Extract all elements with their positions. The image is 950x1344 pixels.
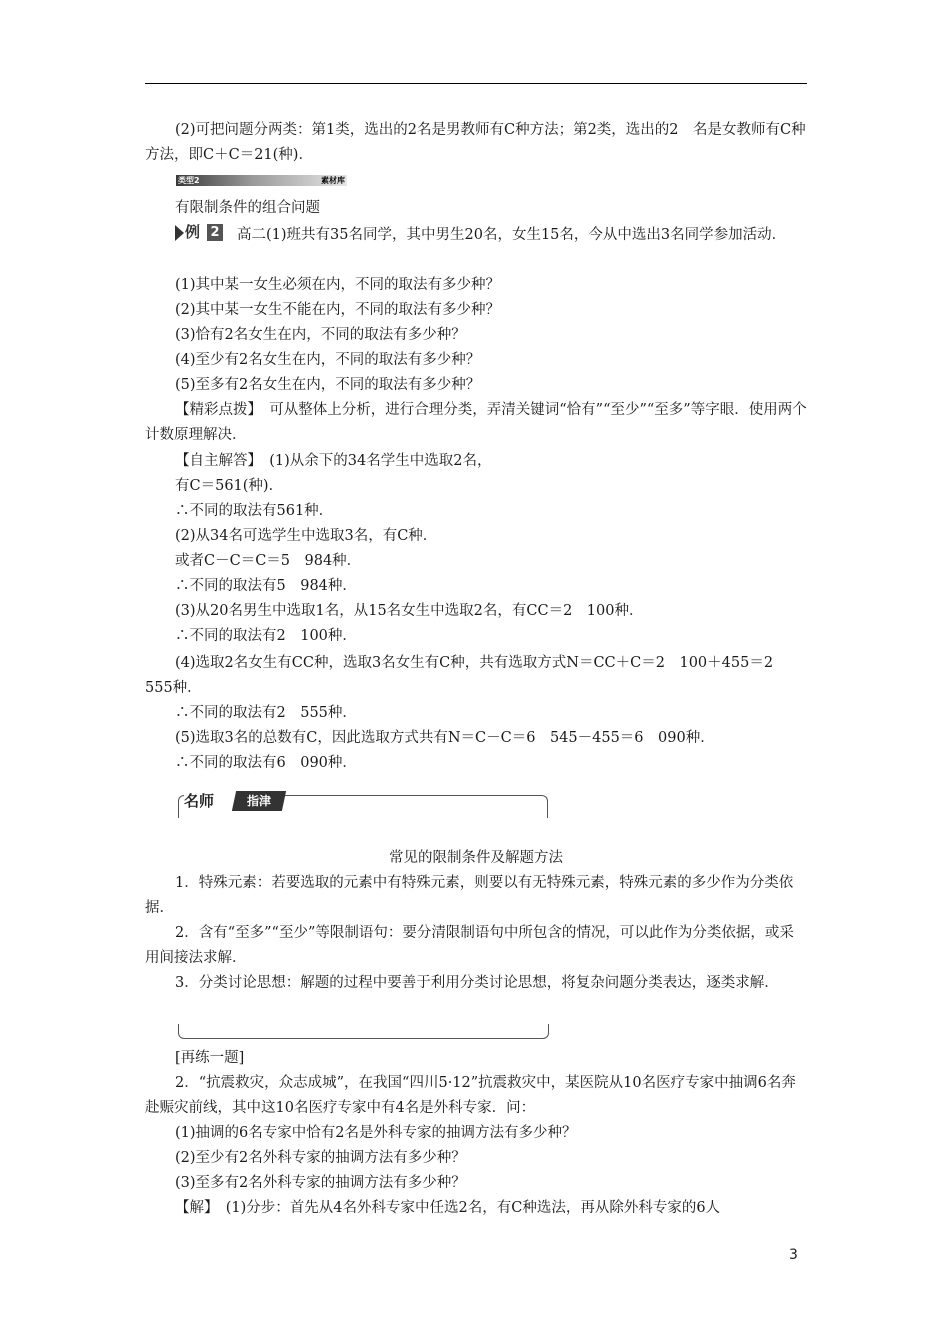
tips-box-header [178, 790, 548, 816]
solution-line: ∴不同的取法有561种． [175, 503, 334, 519]
tips-tag-main: 名师 [184, 790, 240, 812]
tips-tag [184, 790, 286, 812]
tips-item: 1．特殊元素：若要选取的元素中有特殊元素，则要以有无特殊元素，特殊元素的多少作为分类依据． [145, 875, 794, 916]
type-bar-tag: 素材库 [321, 176, 345, 185]
practice-question: (2)至少有2名外科专家的抽调方法有多少种？ [175, 1150, 466, 1166]
solution-line: 或者C－C＝C＝5 984种． [175, 553, 362, 569]
tips-tag-badge: 指津 [232, 791, 286, 811]
solution-line: 【自主解答】 (1)从余下的34名学生中选取2名， [175, 453, 492, 469]
triangle-icon [175, 225, 184, 241]
practice-question: (3)至多有2名外科专家的抽调方法有多少种？ [175, 1175, 466, 1191]
practice-question: (1)抽调的6名专家中恰有2名是外科专家的抽调方法有多少种？ [175, 1125, 577, 1141]
hint-paragraph: 【精彩点拨】 可从整体上分析，进行合理分类，弄清关键词“恰有”“至少”“至多”等字眼．使用两个计数原理解决． [145, 402, 807, 443]
solution-line: (2)从34名可选学生中选取3名，有C种． [175, 528, 438, 544]
type-bar-label: 类型2 [178, 176, 200, 185]
example-word: 例 [185, 223, 201, 241]
tips-item: 3．分类讨论思想：解题的过程中要善于利用分类讨论思想，将复杂问题分类表达，逐类求解． [175, 975, 779, 991]
answer-start: 【解】 (1)分步：首先从4名外科专家中任选2名，有C种选法，再从除外科专家的6人 [175, 1200, 721, 1216]
solution-line: (5)选取3名的总数有C，因此选取方式共有N＝C－C＝6 545－455＝6 090种． [175, 730, 715, 746]
question-item: (2)其中某一女生不能在内，不同的取法有多少种？ [175, 302, 501, 318]
question-item: (5)至多有2名女生在内，不同的取法有多少种？ [175, 377, 481, 393]
question-item: (4)至少有2名女生在内，不同的取法有多少种？ [175, 352, 481, 368]
solution-line: ∴不同的取法有5 984种． [175, 578, 357, 594]
solution-line: ∴不同的取法有2 100种． [175, 628, 357, 644]
example-stem: 高二(1)班共有35名同学，其中男生20名，女生15名，今从中选出3名同学参加活动． [237, 227, 787, 243]
section-title: 有限制条件的组合问题 [175, 200, 320, 216]
tips-title: 常见的限制条件及解题方法 [389, 850, 563, 866]
type-bar [176, 175, 347, 186]
example-stem-paragraph [145, 223, 807, 248]
page-number: 3 [789, 1247, 798, 1263]
tips-box-footer [178, 1024, 549, 1039]
solution-line: ∴不同的取法有2 555种． [175, 705, 357, 721]
header-rule [145, 83, 807, 84]
tips-item: 2．含有“至多”“至少”等限制语句：要分清限制语句中所包含的情况，可以此作为分类依据，或采用间接法求解． [145, 925, 794, 966]
solution-line: 有C＝561(种)． [175, 478, 284, 494]
solution-line: (3)从20名男生中选取1名，从15名女生中选取2名，有CC＝2 100种． [175, 603, 644, 619]
practice-stem: 2．“抗震救灾，众志成城”，在我国“四川5·12”抗震救灾中，某医院从10名医疗专家中抽调6名奔赴赈灾前线，其中这10名医疗专家中有4名是外科专家．问： [145, 1075, 796, 1116]
solution-line: (4)选取2名女生有CC种，选取3名女生有C种，共有选取方式N＝CC＋C＝2 100＋455＝2 555种． [145, 655, 788, 696]
example-number: 2 [207, 224, 223, 241]
practice-label: [再练一题] [175, 1050, 245, 1066]
question-item: (3)恰有2名女生在内，不同的取法有多少种？ [175, 327, 466, 343]
solution-line: ∴不同的取法有6 090种． [175, 755, 357, 771]
example-badge [175, 223, 225, 242]
paragraph-continuation: (2)可把问题分两类：第1类，选出的2名是男教师有C种方法；第2类，选出的2 名是女教师有C种方法，即C＋C＝21(种)． [145, 122, 806, 163]
question-item: (1)其中某一女生必须在内，不同的取法有多少种？ [175, 277, 501, 293]
